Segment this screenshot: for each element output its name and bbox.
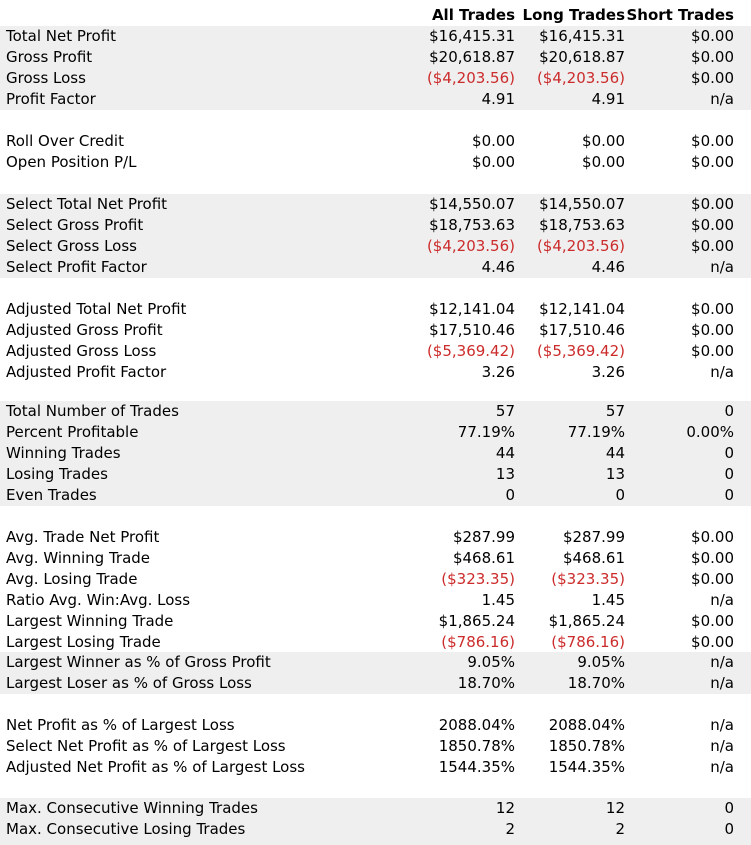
metric-row xyxy=(0,422,751,443)
metric-row xyxy=(0,26,751,47)
value-all-trades: ($4,203.56) xyxy=(426,69,515,87)
value-short-trades: $0.00 xyxy=(691,195,734,213)
metric-label: Percent Profitable xyxy=(6,423,139,441)
value-long-trades: 3.26 xyxy=(591,363,625,381)
metric-label: Largest Winner as % of Gross Profit xyxy=(6,653,271,671)
value-long-trades: $0.00 xyxy=(582,132,625,150)
value-long-trades: 1544.35% xyxy=(548,758,625,776)
column-header-row xyxy=(0,0,751,26)
metric-row xyxy=(0,485,751,506)
metric-label: Total Net Profit xyxy=(6,27,117,45)
value-long-trades: 2 xyxy=(615,820,625,838)
value-long-trades: 18.70% xyxy=(567,674,625,692)
value-short-trades: 0 xyxy=(724,820,734,838)
header-short-trades: Short Trades xyxy=(626,6,734,24)
value-long-trades: ($4,203.56) xyxy=(536,69,625,87)
value-short-trades: 0 xyxy=(724,486,734,504)
metric-label: Ratio Avg. Win:Avg. Loss xyxy=(6,591,191,609)
value-short-trades: $0.00 xyxy=(691,300,734,318)
metric-row xyxy=(0,819,751,840)
metric-label: Avg. Trade Net Profit xyxy=(6,528,160,546)
metric-label: Avg. Losing Trade xyxy=(6,570,138,588)
metric-row xyxy=(0,341,751,362)
value-all-trades: 44 xyxy=(495,444,515,462)
value-long-trades: 4.46 xyxy=(591,258,625,276)
value-short-trades: n/a xyxy=(710,737,734,755)
value-short-trades: 0.00% xyxy=(686,423,734,441)
value-long-trades: $1,865.24 xyxy=(548,612,625,630)
metric-row xyxy=(0,443,751,464)
value-short-trades: $0.00 xyxy=(691,342,734,360)
value-short-trades: 0 xyxy=(724,402,734,420)
value-long-trades: 2088.04% xyxy=(548,716,625,734)
value-all-trades: $468.61 xyxy=(452,549,515,567)
value-all-trades: $20,618.87 xyxy=(429,48,515,66)
metric-row xyxy=(0,548,751,569)
value-all-trades: 3.26 xyxy=(481,363,515,381)
value-long-trades: $12,141.04 xyxy=(539,300,625,318)
value-long-trades: 9.05% xyxy=(577,653,625,671)
value-all-trades: $0.00 xyxy=(472,153,515,171)
metric-label: Adjusted Gross Profit xyxy=(6,321,163,339)
value-short-trades: $0.00 xyxy=(691,216,734,234)
metric-label: Max. Consecutive Winning Trades xyxy=(6,799,258,817)
value-all-trades: 4.46 xyxy=(481,258,515,276)
value-short-trades: $0.00 xyxy=(691,27,734,45)
metric-row xyxy=(0,611,751,632)
metric-row xyxy=(0,590,751,611)
metric-label: Select Net Profit as % of Largest Loss xyxy=(6,737,286,755)
metric-label: Adjusted Profit Factor xyxy=(6,363,167,381)
value-short-trades: n/a xyxy=(710,653,734,671)
value-long-trades: 4.91 xyxy=(591,90,625,108)
value-all-trades: $16,415.31 xyxy=(429,27,515,45)
value-long-trades: 12 xyxy=(605,799,625,817)
metric-row xyxy=(0,401,751,422)
value-short-trades: n/a xyxy=(710,363,734,381)
value-short-trades: $0.00 xyxy=(691,528,734,546)
metric-row xyxy=(0,464,751,485)
value-short-trades: $0.00 xyxy=(691,153,734,171)
metric-row xyxy=(0,362,751,383)
value-all-trades: 4.91 xyxy=(481,90,515,108)
metric-label: Select Gross Profit xyxy=(6,216,144,234)
metric-row xyxy=(0,569,751,590)
metric-row xyxy=(0,89,751,110)
metric-label: Adjusted Total Net Profit xyxy=(6,300,187,318)
metric-row xyxy=(0,320,751,341)
value-all-trades: 18.70% xyxy=(457,674,515,692)
value-long-trades: ($5,369.42) xyxy=(536,342,625,360)
metric-label: Even Trades xyxy=(6,486,97,504)
value-long-trades: $20,618.87 xyxy=(539,48,625,66)
value-all-trades: $12,141.04 xyxy=(429,300,515,318)
value-short-trades: $0.00 xyxy=(691,237,734,255)
value-all-trades: ($786.16) xyxy=(441,633,515,651)
metric-row xyxy=(0,757,751,778)
value-long-trades: 1.45 xyxy=(591,591,625,609)
metric-label: Losing Trades xyxy=(6,465,108,483)
metric-row xyxy=(0,194,751,215)
value-long-trades: $18,753.63 xyxy=(539,216,625,234)
value-all-trades: 57 xyxy=(495,402,515,420)
metric-row xyxy=(0,299,751,320)
value-all-trades: 2 xyxy=(505,820,515,838)
metric-label: Select Gross Loss xyxy=(6,237,137,255)
metric-label: Largest Loser as % of Gross Loss xyxy=(6,674,252,692)
value-long-trades: $16,415.31 xyxy=(539,27,625,45)
value-all-trades: ($4,203.56) xyxy=(426,237,515,255)
value-all-trades: ($323.35) xyxy=(441,570,515,588)
value-long-trades: $468.61 xyxy=(562,549,625,567)
value-long-trades: 57 xyxy=(605,402,625,420)
value-short-trades: n/a xyxy=(710,258,734,276)
value-short-trades: n/a xyxy=(710,90,734,108)
value-short-trades: 0 xyxy=(724,799,734,817)
header-all-trades: All Trades xyxy=(431,6,515,24)
value-long-trades: ($323.35) xyxy=(551,570,625,588)
metric-row xyxy=(0,736,751,757)
value-long-trades: $0.00 xyxy=(582,153,625,171)
metric-row xyxy=(0,152,751,173)
metric-label: Max. Consecutive Losing Trades xyxy=(6,820,246,838)
value-all-trades: $1,865.24 xyxy=(438,612,515,630)
value-short-trades: $0.00 xyxy=(691,633,734,651)
metric-row xyxy=(0,215,751,236)
value-short-trades: $0.00 xyxy=(691,321,734,339)
value-short-trades: n/a xyxy=(710,758,734,776)
metric-row xyxy=(0,652,751,673)
value-short-trades: 0 xyxy=(724,444,734,462)
metric-label: Roll Over Credit xyxy=(6,132,124,150)
metric-row xyxy=(0,798,751,819)
value-short-trades: $0.00 xyxy=(691,570,734,588)
value-short-trades: $0.00 xyxy=(691,612,734,630)
metric-label: Adjusted Gross Loss xyxy=(6,342,157,360)
value-all-trades: $14,550.07 xyxy=(429,195,515,213)
metric-row xyxy=(0,68,751,89)
metric-row xyxy=(0,47,751,68)
value-short-trades: $0.00 xyxy=(691,132,734,150)
metric-label: Gross Profit xyxy=(6,48,93,66)
metric-row xyxy=(0,715,751,736)
value-long-trades: $17,510.46 xyxy=(539,321,625,339)
metric-label: Adjusted Net Profit as % of Largest Loss xyxy=(6,758,305,776)
metric-label: Winning Trades xyxy=(6,444,121,462)
value-all-trades: 77.19% xyxy=(457,423,515,441)
value-long-trades: 44 xyxy=(605,444,625,462)
value-all-trades: $17,510.46 xyxy=(429,321,515,339)
header-long-trades: Long Trades xyxy=(522,6,625,24)
metric-row xyxy=(0,236,751,257)
value-all-trades: 0 xyxy=(505,486,515,504)
value-short-trades: n/a xyxy=(710,591,734,609)
value-all-trades: $287.99 xyxy=(452,528,515,546)
value-short-trades: n/a xyxy=(710,674,734,692)
value-all-trades: 1.45 xyxy=(481,591,515,609)
metric-label: Largest Winning Trade xyxy=(6,612,174,630)
metric-row xyxy=(0,673,751,694)
value-long-trades: 77.19% xyxy=(567,423,625,441)
metric-label: Avg. Winning Trade xyxy=(6,549,151,567)
value-long-trades: ($4,203.56) xyxy=(536,237,625,255)
metric-row xyxy=(0,131,751,152)
value-long-trades: 13 xyxy=(605,465,625,483)
metric-label: Net Profit as % of Largest Loss xyxy=(6,716,235,734)
metric-label: Total Number of Trades xyxy=(6,402,179,420)
metric-label: Select Profit Factor xyxy=(6,258,147,276)
metric-label: Select Total Net Profit xyxy=(6,195,168,213)
value-all-trades: 1544.35% xyxy=(438,758,515,776)
value-all-trades: 13 xyxy=(495,465,515,483)
value-all-trades: $18,753.63 xyxy=(429,216,515,234)
metric-row xyxy=(0,527,751,548)
value-short-trades: $0.00 xyxy=(691,549,734,567)
value-all-trades: ($5,369.42) xyxy=(426,342,515,360)
value-long-trades: 0 xyxy=(615,486,625,504)
value-all-trades: $0.00 xyxy=(472,132,515,150)
metric-label: Largest Losing Trade xyxy=(6,633,161,651)
value-long-trades: 1850.78% xyxy=(548,737,625,755)
value-short-trades: $0.00 xyxy=(691,69,734,87)
metric-label: Open Position P/L xyxy=(6,153,137,171)
value-short-trades: n/a xyxy=(710,716,734,734)
value-short-trades: $0.00 xyxy=(691,48,734,66)
value-all-trades: 9.05% xyxy=(467,653,515,671)
metric-label: Gross Loss xyxy=(6,69,86,87)
value-all-trades: 1850.78% xyxy=(438,737,515,755)
value-long-trades: $287.99 xyxy=(562,528,625,546)
value-all-trades: 2088.04% xyxy=(438,716,515,734)
metric-row xyxy=(0,632,751,653)
value-short-trades: 0 xyxy=(724,465,734,483)
value-long-trades: $14,550.07 xyxy=(539,195,625,213)
value-long-trades: ($786.16) xyxy=(551,633,625,651)
metric-row xyxy=(0,257,751,278)
metric-label: Profit Factor xyxy=(6,90,96,108)
value-all-trades: 12 xyxy=(495,799,515,817)
